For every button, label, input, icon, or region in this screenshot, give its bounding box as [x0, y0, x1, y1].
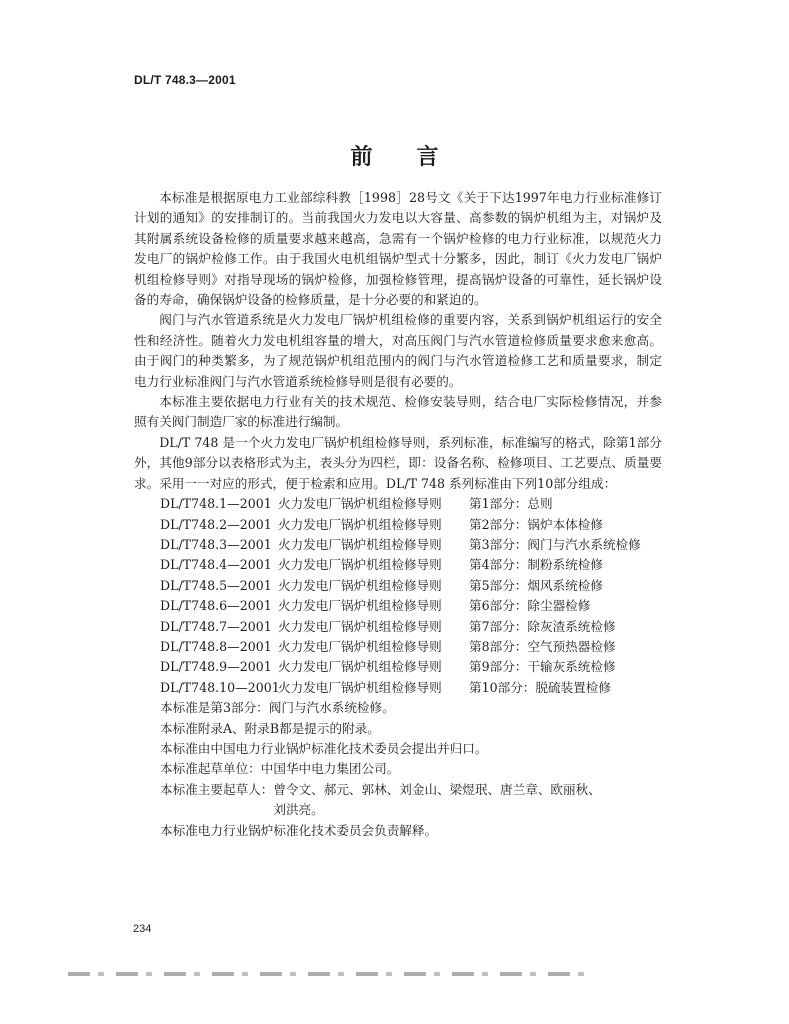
standard-series: 火力发电厂锅炉机组检修导则 [278, 536, 442, 552]
standard-part: 第9部分：干输灰系统检修 [469, 659, 616, 675]
foreword-body [134, 188, 662, 841]
standard-series: 火力发电厂锅炉机组检修导则 [278, 577, 442, 593]
info-line: 本标准由中国电力行业锅炉标准化技术委员会提出并归口。 [160, 740, 488, 756]
standard-code: DL/T748.1—2001 [160, 496, 272, 512]
standard-series: 火力发电厂锅炉机组检修导则 [278, 516, 442, 532]
drafters-label: 本标准主要起草人： [160, 781, 274, 797]
standard-series: 火力发电厂锅炉机组检修导则 [278, 496, 442, 512]
list-item [134, 657, 662, 677]
standard-code: DL/T748.3—2001 [160, 536, 272, 552]
list-item [134, 515, 662, 535]
paragraph: 阀门与汽水管道系统是火力发电厂锅炉机组检修的重要内容，关系到锅炉机组运行的安全性和经济性。随着火力发电机组容量的增大，对高压阀门与汽水管道检修质量要求愈来愈高。由于阀门的种类繁多，为了规范锅炉机组范围内的阀门与汽水管道检修工艺和质量要求，制定电力行业标准阀门与汽水管道系统检修导则是很有必要的。 [134, 312, 662, 389]
closing-line: 本标准电力行业锅炉标准化技术委员会负责解释。 [160, 822, 438, 838]
standard-part: 第4部分：制粉系统检修 [469, 557, 603, 573]
list-item [134, 535, 662, 555]
standard-code: DL/T748.9—2001 [160, 659, 272, 675]
info-line: 本标准起草单位：中国华中电力集团公司。 [160, 761, 400, 777]
list-item [134, 617, 662, 637]
paragraph: 本标准是根据原电力工业部综科教［1998］28号文《关于下达1997年电力行业标准修订计划的通知》的安排制订的。当前我国火力发电以大容量、高参数的锅炉机组为主，对锅炉及其附属系统设备检修的质量要求越来越高，急需有一个锅炉检修的电力行业标准，以规范火力发电厂的锅炉检修工作。由于我国火电机组锅炉型式十分繁多，因此，制订《火力发电厂锅炉机组检修导则》对指导现场的锅炉检修，加强检修管理，提高锅炉设备的可靠性，延长锅炉设备的寿命，确保锅炉设备的检修质量，是十分必要的和紧迫的。 [134, 190, 662, 308]
standard-code: DL/T748.4—2001 [160, 557, 272, 573]
standard-part: 第5部分：烟风系统检修 [469, 577, 603, 593]
standard-series: 火力发电厂锅炉机组检修导则 [278, 638, 442, 654]
standard-part: 第3部分：阀门与汽水系统检修 [469, 536, 641, 552]
standards-list [134, 494, 662, 698]
standard-code: DL/T748.2—2001 [160, 516, 272, 532]
standard-code: DL/T748.5—2001 [160, 577, 272, 593]
standard-part: 第6部分：除尘器检修 [469, 598, 591, 614]
page-number: 234 [133, 923, 152, 935]
standard-series: 火力发电厂锅炉机组检修导则 [278, 557, 442, 573]
standard-code: DL/T748.6—2001 [160, 598, 272, 614]
standard-series: 火力发电厂锅炉机组检修导则 [278, 679, 442, 695]
drafters-names: 曾令文、郝元、郭林、刘金山、梁煜珉、唐兰章、欧丽秋、刘洪亮。 [273, 781, 601, 818]
info-line: 本标准附录A、附录B都是提示的附录。 [160, 720, 380, 736]
standard-part: 第10部分：脱硫装置检修 [469, 679, 611, 695]
standard-part: 第1部分：总则 [469, 496, 553, 512]
list-item [134, 494, 662, 514]
list-item [134, 637, 662, 657]
standard-code: DL/T748.7—2001 [160, 618, 272, 634]
standard-part: 第7部分：除灰渣系统检修 [469, 618, 616, 634]
standard-series: 火力发电厂锅炉机组检修导则 [278, 598, 442, 614]
standard-code: DL/T748.10—2001 [160, 679, 280, 695]
scan-artifact-line [68, 972, 588, 976]
standard-part: 第2部分：锅炉本体检修 [469, 516, 603, 532]
list-item [134, 576, 662, 596]
drafters [134, 780, 662, 821]
standard-part: 第8部分：空气预热器检修 [469, 638, 616, 654]
paragraph: DL/T 748 是一个火力发电厂锅炉机组检修导则，系列标准，标准编写的格式，除第1部分外，其他9部分以表格形式为主，表头分为四栏，即：设备名称、检修项目、工艺要点、质量要求。采用一一对应的形式，便于检索和应用。DL/T 748 系列标准由下列10部分组成： [134, 434, 662, 491]
standard-code: DL/T748.8—2001 [160, 638, 272, 654]
list-item [134, 596, 662, 616]
info-line: 本标准是第3部分：阀门与汽水系统检修。 [160, 700, 395, 716]
list-item [134, 555, 662, 575]
standard-series: 火力发电厂锅炉机组检修导则 [278, 659, 442, 675]
paragraph: 本标准主要依据电力行业有关的技术规范、检修安装导则，结合电厂实际检修情况，并参照有关阀门制造厂家的标准进行编制。 [134, 394, 662, 430]
page-title: 前言 [350, 145, 483, 170]
document-code: DL/T 748.3—2001 [134, 73, 236, 87]
list-item [134, 678, 662, 698]
standard-series: 火力发电厂锅炉机组检修导则 [278, 618, 442, 634]
